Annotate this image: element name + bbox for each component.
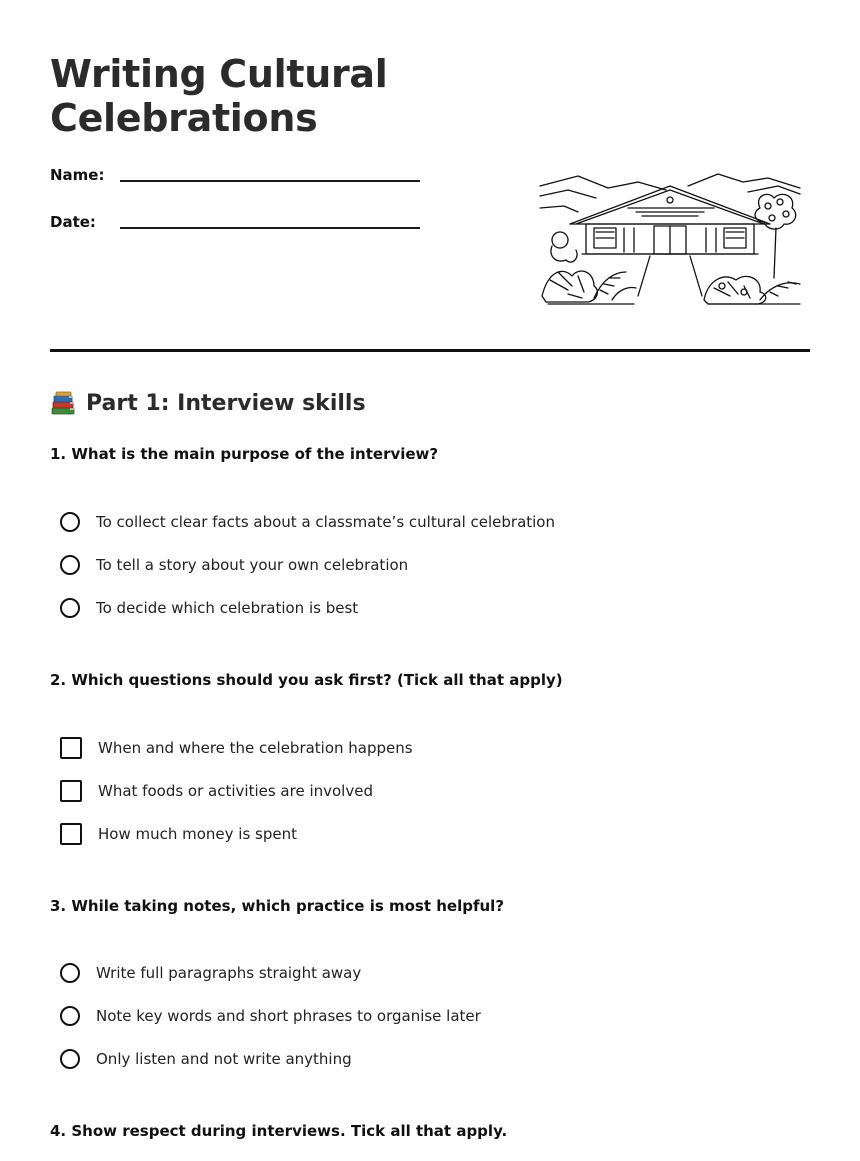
option-2-3[interactable]	[60, 821, 297, 847]
option-label: Only listen and not write anything	[96, 1050, 352, 1068]
radio-button[interactable]	[60, 598, 80, 618]
section-heading	[50, 390, 366, 416]
date-field-row	[50, 213, 470, 243]
question-1: 1. What is the main purpose of the interview?	[50, 445, 439, 463]
date-field[interactable]	[120, 227, 420, 229]
name-label: Name:	[50, 166, 105, 184]
meeting-house-illustration	[538, 168, 804, 308]
option-3-2[interactable]	[60, 1003, 481, 1029]
radio-button[interactable]	[60, 512, 80, 532]
radio-button[interactable]	[60, 963, 80, 983]
option-label: To collect clear facts about a classmate’s cultural celebration	[96, 513, 555, 531]
name-field[interactable]	[120, 180, 420, 182]
books-icon	[50, 390, 76, 416]
option-label: To decide which celebration is best	[96, 599, 359, 617]
option-label: To tell a story about your own celebration	[96, 556, 409, 574]
option-label: When and where the celebration happens	[98, 739, 413, 757]
option-label: How much money is spent	[98, 825, 298, 843]
option-2-2[interactable]	[60, 778, 373, 804]
question-2: 2. Which questions should you ask first? (Tick all that apply)	[50, 671, 563, 689]
option-label: Write full paragraphs straight away	[96, 964, 362, 982]
section-title: Part 1: Interview skills	[86, 390, 366, 416]
radio-button[interactable]	[60, 555, 80, 575]
question-4: 4. Show respect during interviews. Tick all that apply.	[50, 1122, 508, 1140]
name-field-row	[50, 166, 470, 196]
question-3: 3. While taking notes, which practice is most helpful?	[50, 897, 505, 915]
checkbox[interactable]	[60, 823, 82, 845]
date-label: Date:	[50, 213, 96, 231]
option-1-3[interactable]	[60, 595, 358, 621]
page-title: Writing Cultural Celebrations	[50, 52, 388, 140]
option-1-2[interactable]	[60, 552, 408, 578]
checkbox[interactable]	[60, 737, 82, 759]
radio-button[interactable]	[60, 1006, 80, 1026]
checkbox[interactable]	[60, 780, 82, 802]
radio-button[interactable]	[60, 1049, 80, 1069]
option-3-1[interactable]	[60, 960, 361, 986]
section-divider	[50, 349, 810, 352]
option-3-3[interactable]	[60, 1046, 352, 1072]
option-2-1[interactable]	[60, 735, 413, 761]
option-1-1[interactable]	[60, 509, 555, 535]
option-label: Note key words and short phrases to organise later	[96, 1007, 481, 1025]
option-label: What foods or activities are involved	[98, 782, 373, 800]
